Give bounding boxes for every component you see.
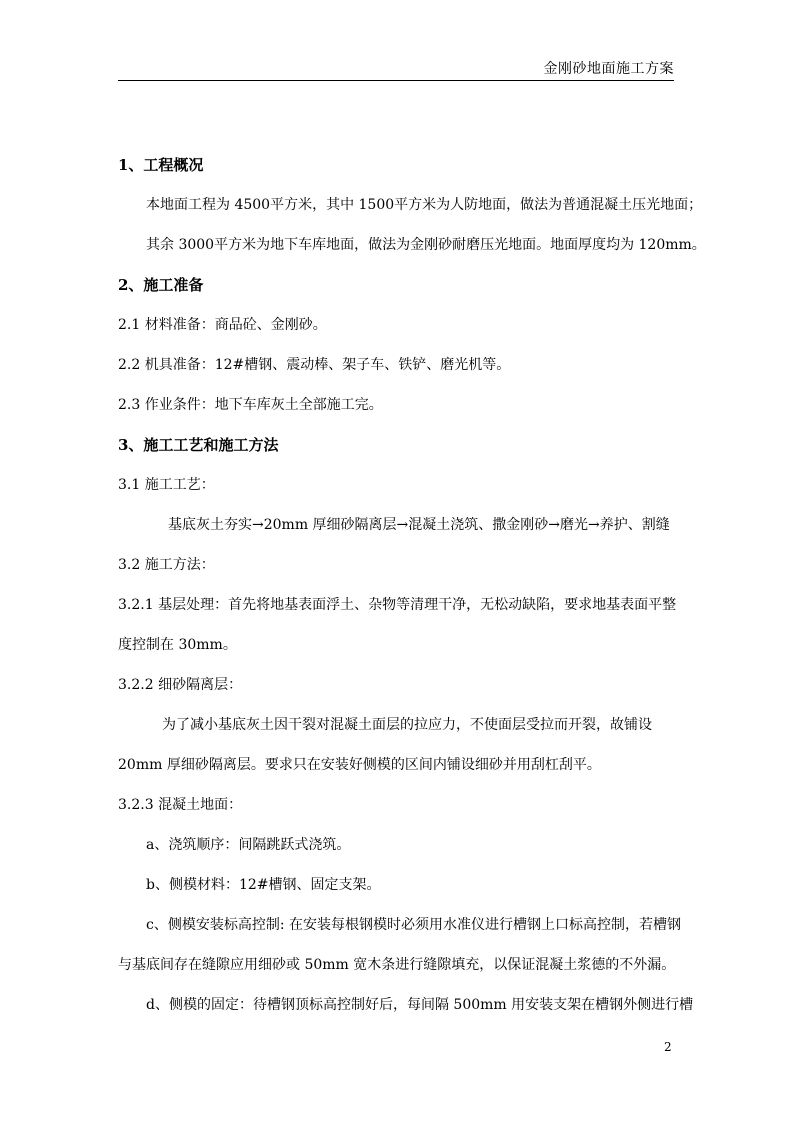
list-item-a: a、浇筑顺序：间隔跳跃式浇筑。 xyxy=(146,837,351,853)
section-3-2-2: 3.2.2 细砂隔离层： xyxy=(118,677,243,693)
list-item-c-line-1: c、侧模安装标高控制: 在安装每根钢模时必须用水准仪进行槽钢上口标高控制，若槽钢 xyxy=(146,917,682,933)
section-2-2: 2.2 机具准备：12#槽钢、震动棒、架子车、铁铲、磨光机等。 xyxy=(118,357,511,373)
section-3-2-1-line-2: 度控制在 30mm。 xyxy=(118,637,237,653)
header-rule xyxy=(118,80,674,81)
list-item-b: b、侧模材料：12#槽钢、固定支架。 xyxy=(146,877,381,893)
section-3-heading: 3、施工工艺和施工方法 xyxy=(118,436,279,454)
page-header-title: 金刚砂地面施工方案 xyxy=(543,61,674,77)
section-1-paragraph-line-1: 本地面工程为 4500平方米，其中 1500平方米为人防地面，做法为普通混凝土压光地面； xyxy=(146,197,703,213)
section-1-heading: 1、工程概况 xyxy=(118,156,204,174)
section-3-2-2-paragraph-line-1: 为了减小基底灰土因干裂对混凝土面层的拉应力，不使面层受拉而开裂，故铺设 xyxy=(162,717,652,733)
section-2-1: 2.1 材料准备：商品砼、金刚砂。 xyxy=(118,317,327,333)
section-3-2: 3.2 施工方法： xyxy=(118,557,215,573)
section-1-paragraph-line-2: 其余 3000平方米为地下车库地面，做法为金刚砂耐磨压光地面。地面厚度均为 120mm。 xyxy=(146,237,706,253)
process-flow: 基底灰土夯实→20mm 厚细砂隔离层→混凝土浇筑、撒金刚砂→磨光→养护、割缝 xyxy=(168,517,670,533)
section-3-2-3: 3.2.3 混凝土地面： xyxy=(118,797,243,813)
section-3-2-1-line-1: 3.2.1 基层处理：首先将地基表面浮土、杂物等清理干净，无松动缺陷，要求地基表面平整 xyxy=(118,597,677,613)
list-item-d-line-1: d、侧模的固定：待槽钢顶标高控制好后，每间隔 500mm 用安装支架在槽钢外侧进行槽 xyxy=(146,997,694,1013)
section-3-2-2-paragraph-line-2: 20mm 厚细砂隔离层。要求只在安装好侧模的区间内铺设细砂并用刮杠刮平。 xyxy=(118,757,601,773)
section-2-3: 2.3 作业条件：地下车库灰土全部施工完。 xyxy=(118,397,383,413)
section-3-1: 3.1 施工工艺： xyxy=(118,477,215,493)
section-2-heading: 2、施工准备 xyxy=(118,276,204,294)
list-item-c-line-2: 与基底间存在缝隙应用细砂或 50mm 宽木条进行缝隙填充，以保证混凝土浆德的不外漏。 xyxy=(118,957,676,973)
page-number: 2 xyxy=(664,1040,672,1054)
